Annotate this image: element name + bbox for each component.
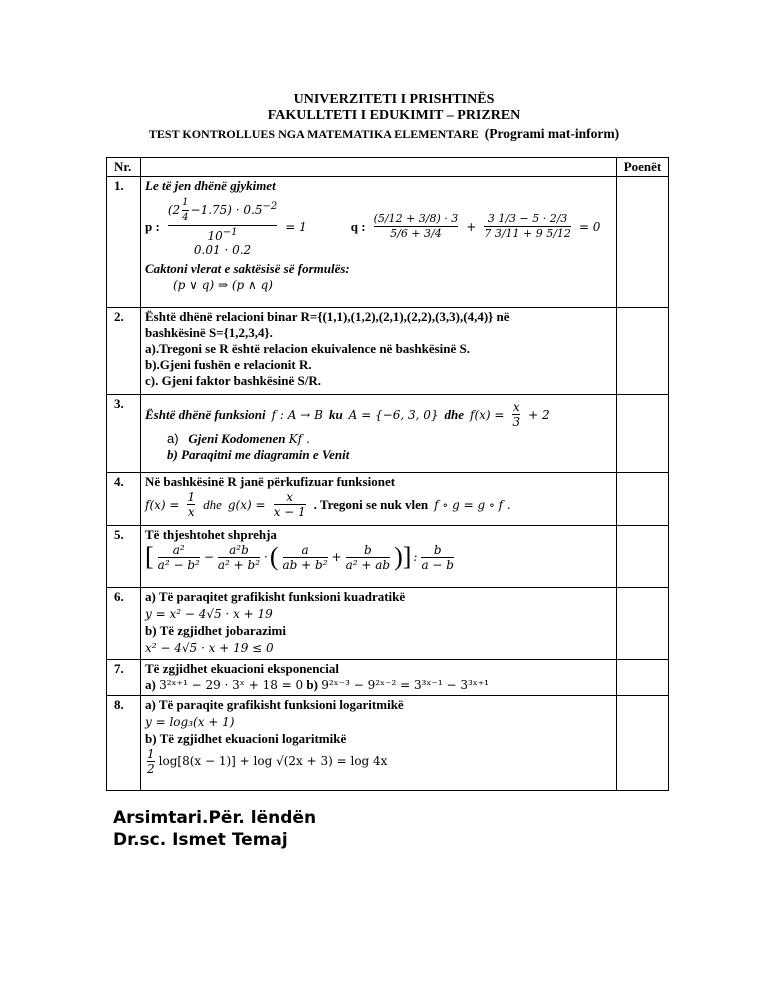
question-points [617,587,669,659]
question-row-3 [107,395,669,473]
question-points [617,308,669,395]
q5-frac-2: $\frac{\text{a²b}}{\text{a² + b²}}$ [217,542,261,572]
col-points-header: Poenët [617,158,669,177]
q4-formula-line [145,490,612,519]
q5-intro: Të thjeshtohet shprehja [145,526,277,542]
question-number: 5. [107,525,141,587]
q8-b-formula-line [145,747,612,776]
test-title-program: (Programi mat-inform) [484,126,620,141]
question-row-4 [107,473,669,525]
q3-part-a [145,431,612,447]
test-title [0,126,768,142]
q2-line1: Është dhënë relacioni binar R={(1,1),(1,2),(2,1),(2,2),(3,3),(4,4)} në [145,309,510,325]
q5-expression: [ $\frac{\text{a²}}{\text{a² − b²}}$ − $\frac{\text{a²b}}{\text{a² + b²}}$ · ( $\frac{a}{\text{ab + b²}}$ + $\frac{b}{\text{a² + ab}}$ )] : $\frac{b}{a - b}$ [145,542,454,572]
q4-f: f(x) = [145,497,180,512]
q3-intro: Është dhënë funksioni [145,406,266,422]
q8-part-b: b) Të zgjidhet ekuacioni logaritmikë [145,730,347,746]
q5-frac-1: $\frac{\text{a²}}{\text{a² − b²}}$ [157,542,200,572]
question-body [141,587,617,659]
q3-a-mark: a) [167,431,179,447]
question-row-8 [107,695,669,790]
question-number: 4. [107,473,141,525]
question-row-1 [107,177,669,308]
q4-composition: f ∘ g = g ∘ f . [434,497,511,512]
q7-b-mark: b) [306,676,318,692]
q3-a-symbol: Kf . [288,432,310,447]
q7-equations [145,677,612,693]
q5-frac-3: $\frac{a}{\text{ab + b²}}$ [282,542,328,572]
q6-part-a: a) Të paraqitet grafikisht funksioni kuadratikë [145,588,406,604]
q6-b-formula: x² − 4√5 · x + 19 ≤ 0 [145,640,274,655]
question-body [141,473,617,525]
q1-q-fraction-1: $\frac{(5/12 + 3/8) \cdot 3}{5/6 + 3/4}$ [373,212,459,241]
q8-part-a: a) Të paraqite grafikisht funksioni logaritmikë [145,696,404,712]
signature-line-1: Arsimtari.Për. lëndën [113,808,317,828]
q5-frac-5: $\frac{b}{a - b}$ [421,542,454,572]
q7-intro: Të zgjidhet ekuacioni eksponencial [145,660,339,676]
signature-line-2: Dr.sc. Ismet Temaj [113,830,288,850]
q1-formulas: p : (2 $\frac{1}{4}$ $-1.75) \cdot 0.5^{-2}$ $10^{-1}$ 0.01 · 0.2 = 1 q : $\frac{(5/12 + 3/8) \cdot 3}{5/6 + 3/4}$ + $\frac{3 1/3 - 5 \cdot 2/3}{7 3/11 + 9 5/12}$ = 0 [145,197,601,258]
q2-line2: bashkësinë S={1,2,3,4}. [145,325,273,341]
question-points [617,395,669,473]
q7-a-mark: a) [145,676,156,692]
test-title-main: TEST KONTROLLUES NGA MATEMATIKA ELEMENTARE [148,127,479,141]
q3-a-text: Gjeni Kodomenen [188,431,286,447]
question-number: 2. [107,308,141,395]
q4-g-fraction: $\frac{x}{x - 1}$ [273,490,306,520]
q3-set: A = {−6, 3, 0} [348,407,439,422]
q5-frac-4: $\frac{b}{\text{a² + ab}}$ [345,542,391,572]
q3-ku: ku [328,406,343,422]
q3-map: f : A → B [271,407,323,422]
q1-q-label: q : [350,218,366,234]
question-points [617,177,669,308]
q1-p-label: p : [145,218,160,234]
q2-part-a: a).Tregoni se R është relacion ekuivalence në bashkësinë S. [145,341,470,357]
q8-half: $\frac{1}{2}$ [147,746,155,776]
question-number: 6. [107,587,141,659]
question-number: 7. [107,659,141,695]
question-body [141,177,617,308]
q2-part-b: b).Gjeni fushën e relacionit R. [145,357,312,373]
q3-part-b: b) Paraqitni me diagramin e Venit [167,447,350,463]
question-body [141,659,617,695]
question-row-2 [107,308,669,395]
question-points [617,659,669,695]
table-header-row [107,158,669,177]
questions-table [106,157,669,791]
university-title: UNIVERZITETI I PRISHTINËS [293,92,495,107]
q3-intro-line [145,400,612,429]
col-question-header [141,158,617,177]
q6-part-b: b) Të zgjidhet jobarazimi [145,622,286,638]
q8-a-formula: y = log₃(x + 1) [145,714,235,729]
q4-intro: Në bashkësinë R janë përkufizuar funksionet [145,474,396,490]
faculty-title: FAKULLTETI I EDUKIMIT – PRIZREN [267,108,521,123]
col-nr-header: Nr. [107,158,141,177]
q1-task: Caktoni vlerat e saktësisë së formulës: [145,261,350,277]
q7-b-equation: 9²ˣ⁻³ − 9²ˣ⁻² = 3³ˣ⁻¹ − 3³ˣ⁺¹ [321,677,489,692]
q1-p-fraction: (2 $\frac{1}{4}$ $-1.75) \cdot 0.5^{-2}$ $10^{-1}$ 0.01 · 0.2 [167,197,278,258]
question-number: 8. [107,695,141,790]
q1-q-fraction-2: $\frac{3 1/3 - 5 \cdot 2/3}{7 3/11 + 9 5/12}$ [484,212,571,241]
question-points [617,473,669,525]
q1-intro: Le të jen dhënë gjykimet [145,178,276,194]
q3-fraction: $\frac{x}{3}$ [512,400,521,430]
q4-g: g(x) = [227,497,266,512]
q2-part-c: c). Gjeni faktor bashkësinë S/R. [145,373,321,389]
question-points [617,525,669,587]
q3-dhe: dhe [444,406,465,422]
q3-fx: f(x) = [470,407,505,422]
q1-formula: (p ∨ q) ⇒ (p ∧ q) [173,278,273,293]
question-number: 3. [107,395,141,473]
question-points [617,695,669,790]
q4-f-fraction: $\frac{1}{x}$ [187,490,196,520]
q3-plus2: + 2 [528,407,550,422]
question-body [141,395,617,473]
q4-task: . Tregoni se nuk vlen [313,496,429,512]
q6-a-formula: y = x² − 4√5 · x + 19 [145,606,273,621]
question-row-7 [107,659,669,695]
question-body [141,525,617,587]
question-row-5 [107,525,669,587]
q8-b-formula: log[8(x − 1)] + log √(2x + 3) = log 4x [158,754,388,769]
question-row-6 [107,587,669,659]
question-number: 1. [107,177,141,308]
q4-dhe: dhe [203,496,222,512]
question-body [141,308,617,395]
q7-a-equation: 3²ˣ⁺¹ − 29 · 3ˣ + 18 = 0 [159,677,304,692]
question-body [141,695,617,790]
